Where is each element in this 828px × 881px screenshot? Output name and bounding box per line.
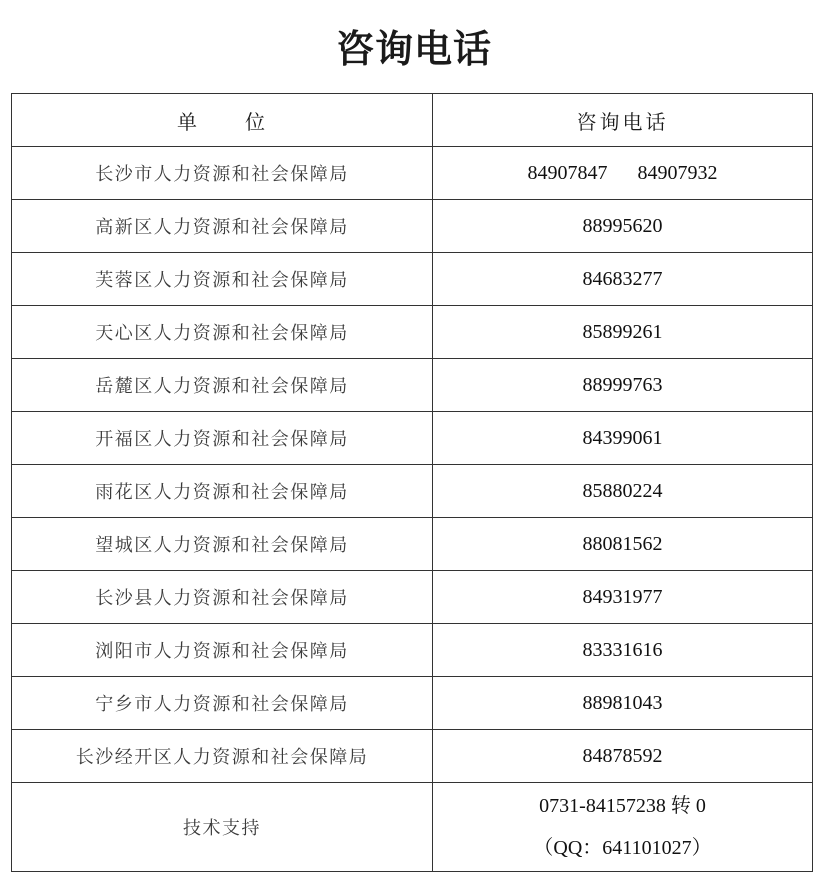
unit-cell: 雨花区人力资源和社会保障局: [12, 465, 433, 518]
phone-cell: 88995620: [433, 200, 813, 253]
phone-cell: 88081562: [433, 518, 813, 571]
unit-cell: 长沙县人力资源和社会保障局: [12, 571, 433, 624]
unit-cell: 长沙经开区人力资源和社会保障局: [12, 730, 433, 783]
phone-cell: 85880224: [433, 465, 813, 518]
table-row: [12, 677, 813, 730]
unit-cell: 宁乡市人力资源和社会保障局: [12, 677, 433, 730]
unit-cell: 开福区人力资源和社会保障局: [12, 412, 433, 465]
unit-cell: 芙蓉区人力资源和社会保障局: [12, 253, 433, 306]
table-row: [12, 412, 813, 465]
table-row: [12, 306, 813, 359]
header-unit: [12, 94, 433, 147]
table-row: [12, 518, 813, 571]
phone-cell: 88999763: [433, 359, 813, 412]
unit-cell: 长沙市人力资源和社会保障局: [12, 147, 433, 200]
phone-cell: [433, 147, 813, 200]
unit-cell: 高新区人力资源和社会保障局: [12, 200, 433, 253]
table-row: [12, 200, 813, 253]
support-phone-cell: [433, 783, 813, 872]
phone-cell: 85899261: [433, 306, 813, 359]
phone-cell: 84931977: [433, 571, 813, 624]
unit-cell: 望城区人力资源和社会保障局: [12, 518, 433, 571]
table-row: [12, 147, 813, 200]
unit-cell: 天心区人力资源和社会保障局: [12, 306, 433, 359]
table-row: [12, 465, 813, 518]
table-header-row: [12, 94, 813, 147]
header-unit-part1: 单: [177, 109, 199, 134]
phone-cell: 84683277: [433, 253, 813, 306]
support-row: [12, 783, 813, 872]
unit-cell: 岳麓区人力资源和社会保障局: [12, 359, 433, 412]
support-unit-cell: 技术支持: [12, 783, 433, 872]
table-row: [12, 571, 813, 624]
table-row: [12, 730, 813, 783]
header-unit-part2: 位: [245, 109, 267, 134]
unit-cell: 浏阳市人力资源和社会保障局: [12, 624, 433, 677]
table-row: [12, 359, 813, 412]
phone-cell: 88981043: [433, 677, 813, 730]
phone-cell: 83331616: [433, 624, 813, 677]
phone-number-secondary: 84907932: [637, 161, 718, 184]
phone-number: 84907847: [527, 161, 608, 184]
header-phone: 咨询电话: [433, 94, 813, 147]
phone-cell: 84878592: [433, 730, 813, 783]
support-phone: 0731-84157238 转 0: [539, 795, 706, 817]
table-row: [12, 253, 813, 306]
page-title: 咨询电话: [335, 27, 492, 71]
table-row: [12, 624, 813, 677]
phone-cell: 84399061: [433, 412, 813, 465]
contact-table: [11, 93, 813, 872]
support-qq: （QQ：641101027）: [533, 837, 712, 859]
